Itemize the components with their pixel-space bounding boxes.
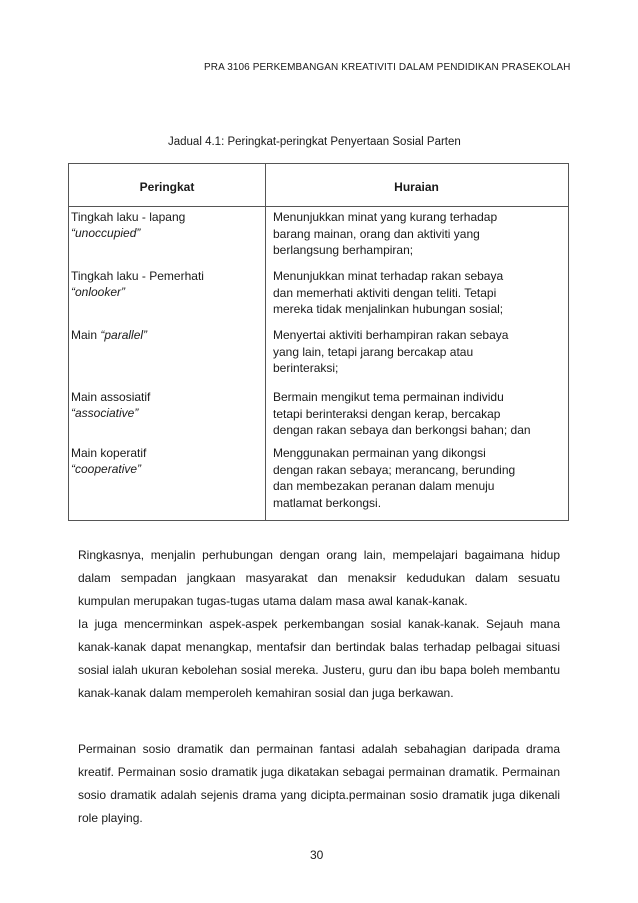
description-line: berinteraksi; [273, 361, 339, 375]
stage-name: Tingkah laku - lapang [71, 210, 186, 224]
description-line: Menunjukkan minat yang kurang terhadap [273, 210, 498, 224]
description-line: dengan rakan sebaya; merancang, berunding [273, 462, 516, 477]
parten-table [68, 163, 569, 521]
stage-name: Main assosiatif [71, 390, 151, 404]
stage-term: “onlooker” [71, 285, 126, 299]
description-line: dan memerhati aktiviti dengan teliti. Tetapi [273, 285, 497, 300]
stage-term: “associative” [71, 406, 139, 420]
description-line: barang mainan, orang dan aktiviti yang [273, 226, 480, 241]
description-line: Menyertai aktiviti berhampiran rakan sebaya [273, 328, 509, 342]
stage-name: Tingkah laku - Pemerhati [71, 269, 204, 283]
paragraph: Ringkasnya, menjalin perhubungan dengan orang lain, mempelajari bagaimana hidup dalam sempadan jangkaan masyarakat dan menaksir kedudukan dalam sesuatu kumpulan merupakan tugas-tugas utama dalam masa awal kanak-kanak. [78, 548, 560, 608]
stage-name: Main [71, 328, 98, 342]
description-line: Menunjukkan minat terhadap rakan sebaya [273, 269, 504, 283]
table-caption: Jadual 4.1: Peringkat-peringkat Penyertaan Sosial Parten [168, 136, 461, 148]
page-number: 30 [310, 848, 324, 862]
stage-name: Main koperatif [71, 446, 147, 460]
description-line: mereka tidak menjalinkan hubungan sosial; [273, 302, 504, 316]
description-line: yang lain, tetapi jarang bercakap atau [273, 344, 474, 359]
running-header: PRA 3106 PERKEMBANGAN KREATIVITI DALAM PENDIDIKAN PRASEKOLAH [204, 62, 571, 73]
column-header-huraian: Huraian [394, 180, 439, 194]
description-line: Bermain mengikut tema permainan individu [273, 390, 504, 404]
description-line: tetapi berinteraksi dengan kerap, bercakap [273, 406, 501, 421]
description-line: matlamat berkongsi. [273, 495, 382, 510]
stage-term: “cooperative” [71, 462, 142, 476]
stage-term: “parallel” [100, 328, 148, 342]
paragraph: Ia juga mencerminkan aspek-aspek perkembangan sosial kanak-kanak. Sejauh mana kanak-kanak dapat menangkap, mentafsir dan bertindak balas terhadap pelbagai situasi sosial ialah ukuran kebolehan sosial mereka. Justeru, guru dan ibu bapa boleh membantu kanak-kanak dalam memperoleh kemahiran sosial dan juga berkawan. [78, 617, 560, 700]
description-line: berlangsung berhampiran; [273, 243, 414, 257]
description-line: Menggunakan permainan yang dikongsi [273, 446, 486, 460]
description-line: dan membezakan peranan dalam menuju [273, 479, 495, 493]
paragraph: Permainan sosio dramatik dan permainan fantasi adalah sebahagian daripada drama kreatif. Permainan sosio dramatik juga dikatakan sebagai permainan dramatik. Permainan sosio dramatik adalah sejenis drama yang dicipta.permainan sosio dramatik juga dikenali role playing. [78, 742, 560, 825]
stage-term: “unoccupied” [71, 226, 141, 240]
description-line: dengan rakan sebaya dan berkongsi bahan; dan [273, 423, 531, 437]
column-header-peringkat: Peringkat [139, 180, 195, 194]
